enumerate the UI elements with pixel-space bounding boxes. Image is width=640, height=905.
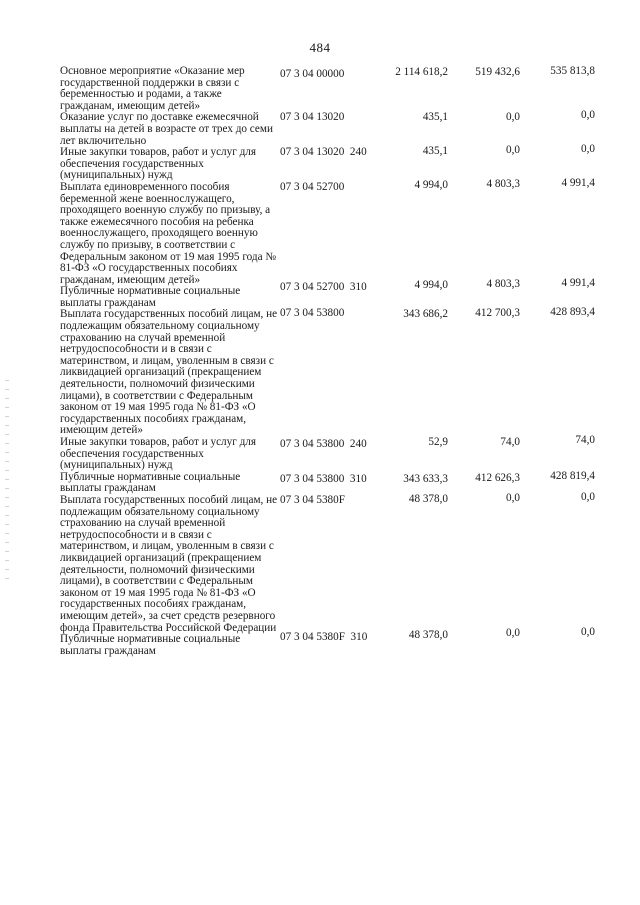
table-row xyxy=(0,306,640,437)
row-value-2: 0,0 xyxy=(506,144,520,157)
row-value-3: 0,0 xyxy=(581,626,595,639)
row-value-3: 4 991,4 xyxy=(561,277,595,290)
row-value-1: 343 686,2 xyxy=(403,308,448,321)
table-row xyxy=(0,626,640,657)
row-value-1: 4 994,0 xyxy=(414,178,448,191)
row-value-2: 74,0 xyxy=(500,436,520,448)
row-value-1: 52,9 xyxy=(428,436,448,448)
row-value-3: 0,0 xyxy=(581,490,595,503)
row-code: 07 3 04 00000 xyxy=(280,68,345,80)
row-code: 07 3 04 53800 240 xyxy=(280,438,367,450)
row-value-3: 4 991,4 xyxy=(561,176,595,189)
row-value-3: 74,0 xyxy=(575,434,595,446)
row-code: 07 3 04 52700 310 xyxy=(280,281,367,294)
row-value-3: 428 819,4 xyxy=(550,469,595,482)
row-name: Публичные нормативные социальные выплаты гражданам xyxy=(60,470,241,495)
table-row xyxy=(0,469,640,495)
row-name: Публичные нормативные социальные выплаты гражданам xyxy=(60,285,241,309)
row-name: Выплата единовременного пособия беременной жене военнослужащего, проходящего военную службу по призыву, а также ежемесячного пособия на ребенка военнослужащего, проходящего военную службу по призыву, в соответствии с Федеральным законом от 19 мая 1995 года № 81-ФЗ «О государственных пособиях гражданам, имеющим детей» xyxy=(60,180,277,286)
row-value-2: 0,0 xyxy=(506,491,520,504)
row-name: Выплата государственных пособий лицам, не подлежащим обязательному социальному страхованию на случай временной нетрудоспособности и в связи с материнством, и лицам, уволенным в связи с ликвидацией организаций (прекращением деятельности, полномочий физическими лицами), в соответствии с Федеральным законом от 19 мая 1995 года № 81-ФЗ «О государственных пособиях гражданам, имеющим детей», за счет средств резервного фонда Правительства Российской Федерации xyxy=(60,493,278,634)
page-number: 484 xyxy=(309,40,331,55)
row-code: 07 3 04 5380F xyxy=(280,493,345,506)
row-value-3: 535 813,8 xyxy=(550,65,595,77)
budget-table xyxy=(0,66,640,657)
row-name: Основное мероприятие «Оказание мер государственной поддержки в связи с беременностью и родами, а также гражданам, имеющим детей» xyxy=(60,65,245,112)
row-code: 07 3 04 53800 310 xyxy=(280,472,367,485)
row-value-2: 4 803,3 xyxy=(486,278,520,291)
table-row xyxy=(0,109,640,147)
row-value-1: 4 994,0 xyxy=(414,279,448,292)
row-code: 07 3 04 52700 xyxy=(280,180,345,193)
row-value-2: 0,0 xyxy=(506,627,520,640)
table-row xyxy=(0,143,640,182)
row-code: 07 3 04 13020 xyxy=(280,111,345,124)
table-row xyxy=(0,66,640,112)
row-value-2: 519 432,6 xyxy=(475,66,520,78)
row-value-2: 412 626,3 xyxy=(475,471,520,484)
row-value-1: 2 114 618,2 xyxy=(395,66,448,78)
row-value-3: 0,0 xyxy=(581,109,595,122)
row-name: Оказание услуг по доставке ежемесячной выплаты на детей в возрасте от трех до семи лет включительно xyxy=(60,111,273,147)
row-value-1: 343 633,3 xyxy=(403,472,448,485)
row-name: Иные закупки товаров, работ и услуг для обеспечения государственных (муниципальных) нужд xyxy=(60,436,257,472)
row-code: 07 3 04 53800 xyxy=(280,307,345,320)
row-name: Выплата государственных пособий лицам, не подлежащим обязательному социальному страхованию на случай временной нетрудоспособности и в связи с материнством, и лицам, уволенным в связи с ликвидацией организаций (прекращением деятельности, полномочий физическими лицами), в соответствии с Федеральным законом от 19 мая 1995 года № 81-ФЗ «О государственных пособиях гражданам, имеющим детей» xyxy=(60,308,278,437)
table-row xyxy=(0,490,640,634)
row-name: Иные закупки товаров, работ и услуг для обеспечения государственных (муниципальных) нужд xyxy=(60,146,257,182)
row-value-2: 412 700,3 xyxy=(475,307,520,320)
row-code: 07 3 04 5380F 310 xyxy=(280,631,368,644)
table-row xyxy=(0,277,640,309)
table-row xyxy=(0,434,640,472)
table-row xyxy=(0,176,640,286)
row-value-3: 0,0 xyxy=(581,143,595,156)
row-code: 07 3 04 13020 240 xyxy=(280,146,367,159)
row-value-1: 48 378,0 xyxy=(408,492,448,505)
row-value-3: 428 893,4 xyxy=(550,306,595,319)
row-value-1: 48 378,0 xyxy=(408,629,448,642)
row-value-2: 4 803,3 xyxy=(486,177,520,190)
row-value-1: 435,1 xyxy=(422,111,448,124)
row-name: Публичные нормативные социальные выплаты гражданам xyxy=(60,633,241,657)
row-value-1: 435,1 xyxy=(422,145,448,158)
row-value-2: 0,0 xyxy=(506,111,520,124)
